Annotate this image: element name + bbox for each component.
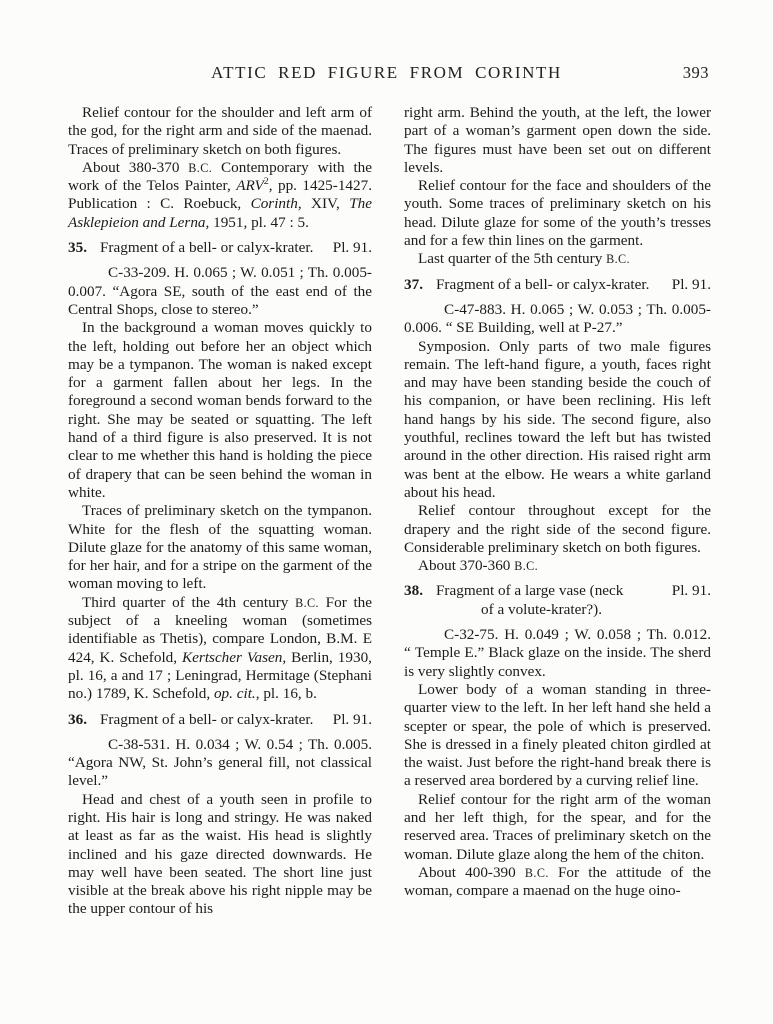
text-run: pl. 16, b. xyxy=(259,685,317,703)
entry-title xyxy=(404,582,664,619)
paragraph xyxy=(68,104,372,159)
text-run: , pp. 1425-1427. Publication : C. Roebuck, xyxy=(68,177,372,213)
text-column-right xyxy=(404,104,711,900)
plate-reference: Pl. 91. xyxy=(671,582,711,600)
text-run: C-32-75. H. 0.049 ; W. 0.058 ; Th. 0.012. “ Temple E.” Black glaze on the inside. The sherd is very slightly convex. xyxy=(404,626,711,680)
text-run: ARV xyxy=(236,177,264,195)
text-run: In the background a woman moves quickly to the left, holding out before her an object which may be a tympanon. The woman is naked except for a garment fallen about her legs. In the foreground a second woman bends forward to the right. She may be seated or squatting. The left hand of a third figure is also preserved. It is not clear to me whether this hand is holding the piece of drapery that can be seen behind the woman in white. xyxy=(68,319,372,501)
catalog-data xyxy=(68,736,372,791)
text-run: Fragment of a bell- or calyx-krater. xyxy=(99,239,314,257)
text-run: About 370-360 xyxy=(418,557,515,575)
paragraph xyxy=(404,791,711,864)
text-run: Relief contour for the shoulder and left arm of the god, for the right arm and side of the maenad. Traces of preliminary sketch on both figures. xyxy=(68,104,372,158)
paragraph xyxy=(404,338,711,503)
text-run: About 400-390 xyxy=(418,863,525,881)
text-run: Lower body of a woman standing in three-quarter view to the left. In her left hand she held a scepter or spear, the pole of which is preserved. She is dressed in a finely pleated chiton girdled at the waist. Just before the right-hand break there is a reserved area bordered by a curving relief line. xyxy=(404,680,711,790)
text-run: op. cit., xyxy=(213,685,260,703)
text-run: Fragment of a large vase (neck xyxy=(435,582,624,600)
text-run: Third quarter of the 4th century xyxy=(82,593,296,611)
text-run: B.C. xyxy=(606,252,630,267)
text-run: Fragment of a bell- or calyx-krater. xyxy=(99,710,314,728)
text-run: right arm. Behind the youth, at the left, the lower part of a woman’s garment open down the side. The figures must have been set out on different levels. xyxy=(404,104,711,176)
plate-reference: Pl. 91. xyxy=(332,710,372,728)
text-run: Contemporary with the work of the Telos Painter, xyxy=(68,158,372,195)
entry-title xyxy=(404,276,664,294)
plate-reference: Pl. 91. xyxy=(671,275,711,293)
text-run: Relief contour for the face and shoulders of the youth. Some traces of preliminary sketch on his head. Dilute glaze for some of the youth’s tresses and for a few thin lines on the garment. xyxy=(404,177,711,250)
paragraph xyxy=(404,250,711,268)
page-header xyxy=(0,63,773,85)
catalog-entry-heading xyxy=(68,239,372,257)
catalog-data xyxy=(404,301,711,338)
text-run: 1951, pl. 47 : 5. xyxy=(209,213,309,231)
paragraph xyxy=(68,319,372,502)
text-run: XIV, xyxy=(301,195,350,213)
text-run: Fragment of a bell- or calyx-krater. xyxy=(435,275,650,293)
paragraph xyxy=(68,502,372,593)
paragraph xyxy=(68,159,372,232)
paragraph xyxy=(68,791,372,919)
text-run: B.C. xyxy=(514,559,539,574)
paragraph xyxy=(404,681,711,791)
text-run: For the attitude of the woman, compare a maenad on the huge oino- xyxy=(404,863,711,900)
catalog-data xyxy=(68,264,372,319)
text-run: About 380-370 xyxy=(82,158,189,176)
paragraph xyxy=(404,557,711,575)
text-run: C-33-209. H. 0.065 ; W. 0.051 ; Th. 0.005-0.007. “Agora SE, south of the east end of the Central Shops, close to stereo.” xyxy=(68,264,372,318)
text-run: Last quarter of the 5th century xyxy=(418,250,607,268)
plate-reference: Pl. 91. xyxy=(332,239,372,257)
entry-number: 37. xyxy=(404,275,423,293)
text-column-left xyxy=(68,104,372,919)
page-number: 393 xyxy=(682,63,709,82)
entry-number: 36. xyxy=(68,710,87,728)
entry-number: 38. xyxy=(404,582,423,600)
text-run: The Asklepieion and Lerna, xyxy=(68,195,372,231)
text-run: Head and chest of a youth seen in profile to right. His hair is long and stringy. He was naked at least as far as the waist. His head is slightly inclined and his gaze directed downwards. He may well have been seated. The short line just visible at the break above his right nipple may be the upper contour of his xyxy=(68,790,372,918)
paragraph xyxy=(404,177,711,250)
text-run: C-38-531. H. 0.034 ; W. 0.54 ; Th. 0.005. “Agora NW, St. John’s general fill, not classical level.” xyxy=(68,735,372,790)
text-run: Berlin, 1930, pl. 16, a and 17 ; Leningrad, Hermitage (Stephani no.) 1789, K. Schefold, xyxy=(68,648,372,703)
text-run: of a volute-krater?). xyxy=(481,600,603,618)
entry-title xyxy=(68,711,325,729)
running-title: ATTIC RED FIGURE FROM CORINTH xyxy=(211,63,562,82)
text-run: B.C. xyxy=(295,595,319,610)
text-run: C-47-883. H. 0.065 ; W. 0.053 ; Th. 0.005-0.006. “ SE Building, well at P-27.” xyxy=(404,300,711,337)
text-run: Relief contour throughout except for the drapery and the right side of the second figure. Considerable preliminary sketch on both figures. xyxy=(404,502,711,556)
text-run: Relief contour for the right arm of the woman and her left thigh, for the spear, and for the reserved area. Traces of preliminary sketch on the woman. Dilute glaze along the hem of the chiton. xyxy=(404,790,711,863)
text-run: B.C. xyxy=(188,160,213,175)
text-run: Traces of preliminary sketch on the tympanon. White for the flesh of the squatting woman. Dilute glaze for the anatomy of this same woman, for her hair, and for a stripe on the garment of the woman moving to left. xyxy=(68,502,372,593)
paragraph xyxy=(404,864,711,901)
text-run: B.C. xyxy=(524,865,549,880)
catalog-entry-heading xyxy=(404,582,711,619)
paragraph xyxy=(68,594,372,704)
text-run: Symposion. Only parts of two male figures remain. The left-hand figure, a youth, faces right and may have been standing beside the couch of his companion, or have been reclining. His left hand hangs by his side. The second figure, also youthful, reclines toward the left but has twisted around in the other direction. His raised right arm was bent at the elbow. He wears a white garland about his head. xyxy=(404,337,711,501)
catalog-data xyxy=(404,626,711,681)
entry-title xyxy=(68,239,325,257)
text-run: Corinth, xyxy=(250,195,302,213)
paragraph xyxy=(404,104,711,177)
catalog-entry-heading xyxy=(68,711,372,729)
catalog-entry-heading xyxy=(404,276,711,294)
paragraph xyxy=(404,502,711,557)
text-run: 2 xyxy=(263,176,269,188)
entry-number: 35. xyxy=(68,239,87,257)
text-run: Kertscher Vasen, xyxy=(182,648,287,666)
text-run: For the subject of a kneeling woman (sometimes identifiable as Thetis), compare London, B.M. E 424, K. Schefold, xyxy=(68,593,373,666)
